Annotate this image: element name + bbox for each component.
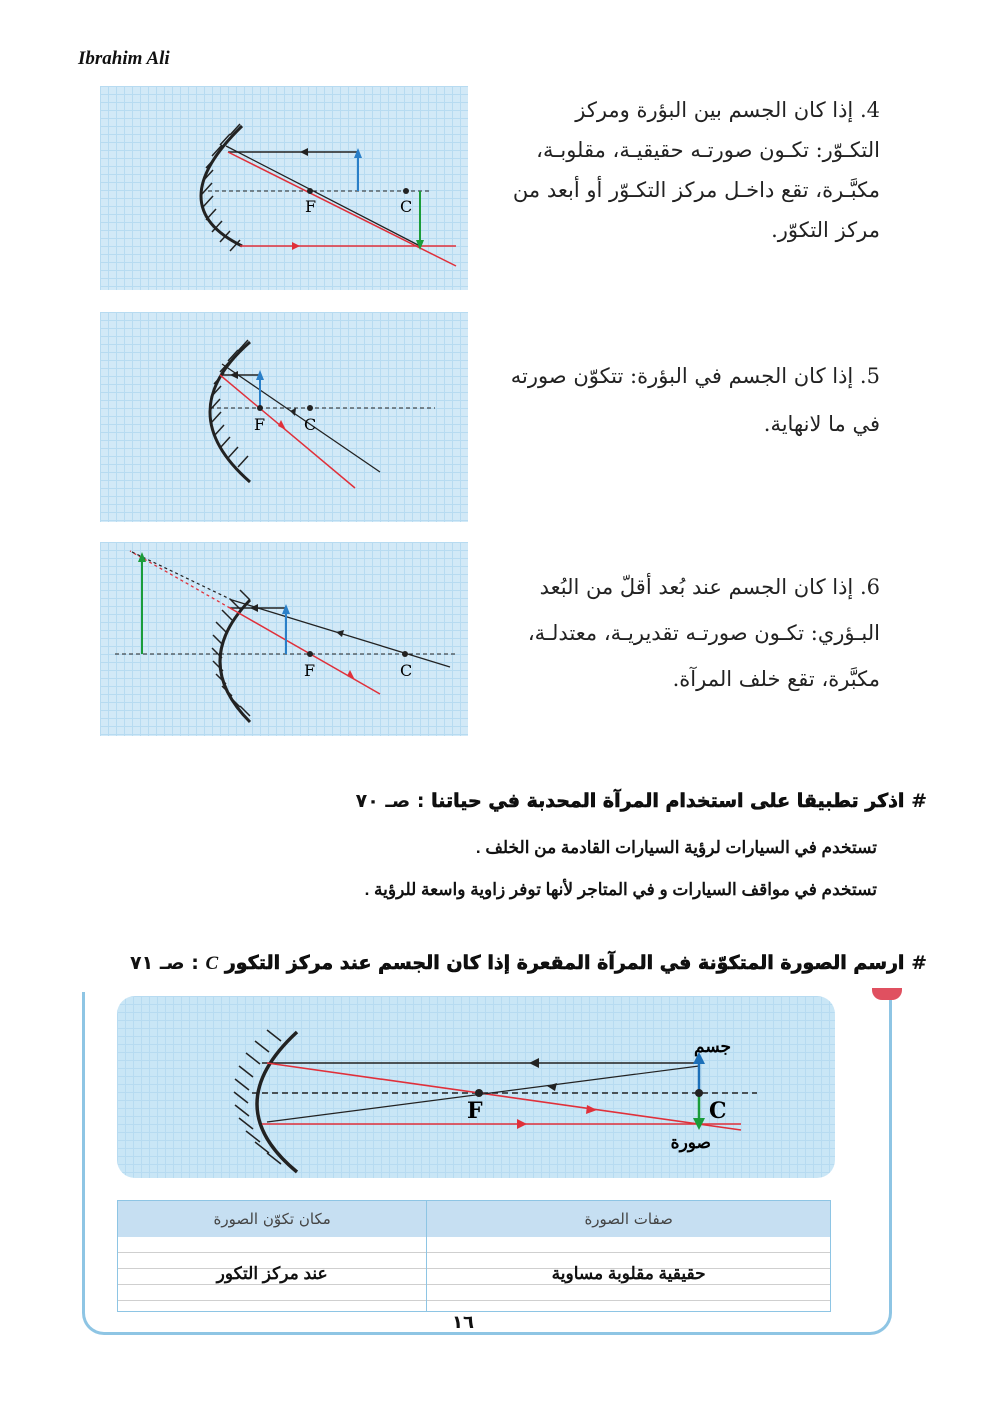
- center-symbol: C: [205, 953, 219, 974]
- properties-table: [117, 1200, 831, 1312]
- table-cell: حقيقية مقلوبة مساوية: [427, 1237, 831, 1312]
- text-line: مركز التكوّر.: [771, 218, 880, 242]
- page-number: ١٦: [452, 1312, 474, 1333]
- center-label: C: [709, 1098, 727, 1124]
- hash-mark: #: [911, 952, 927, 974]
- focus-label: F: [254, 415, 266, 434]
- table-header: صفات الصورة: [427, 1201, 831, 1238]
- text-line: في ما لانهاية.: [763, 412, 880, 436]
- question-1-heading: [356, 790, 927, 812]
- item-6-text: [528, 564, 880, 702]
- author-name: Ibrahim Ali: [78, 48, 170, 69]
- answer-line: تستخدم في مواقف السيارات و في المتاجر لأنها توفر زاوية واسعة للرؤية .: [364, 880, 877, 899]
- center-of-curvature-diagram: [117, 996, 835, 1178]
- focus-label: F: [304, 661, 316, 680]
- mirror-diagram-5: [100, 312, 468, 522]
- text-line: التكـوّر: تكـون صورتـه حقيقيـة، مقلوبـة،: [536, 138, 880, 162]
- item-4-text: [513, 90, 880, 250]
- text-line: مكبَّـرة، تقع داخـل مركز التكـوّر أو أبعد من: [512, 178, 880, 202]
- item-6: [100, 542, 890, 736]
- question-2-heading: [130, 952, 927, 975]
- table-row: [118, 1237, 831, 1312]
- textbook-excerpt: [100, 86, 890, 736]
- item-5-text: [511, 352, 880, 448]
- text-line: 4. إذا كان الجسم بين البؤرة ومركز: [575, 98, 880, 122]
- mirror-diagram-4: [100, 86, 468, 290]
- text-line: البـؤري: تكـون صورتـه تقديريـة، معتدلـة،: [527, 621, 880, 645]
- center-label: C: [304, 415, 317, 434]
- item-5: [100, 312, 890, 522]
- question-1-title: اذكر تطبيقا على استخدام المرآة المحدبة في حياتنا: [431, 790, 905, 812]
- text-line: 6. إذا كان الجسم عند بُعد أقلّ من البُعد: [539, 575, 880, 599]
- focus-label: F: [305, 197, 317, 216]
- text-line: 5. إذا كان الجسم في البؤرة: تتكوّن صورته: [510, 364, 880, 388]
- page-ref: : صـ ٧٠: [355, 790, 425, 812]
- center-label: C: [400, 197, 413, 216]
- object-label: جسم: [694, 1037, 731, 1056]
- question-2-title: ارسم الصورة المتكوّنة في المرآة المقعرة إذا كان الجسم عند مركز التكور: [224, 952, 905, 974]
- image-label: صورة: [670, 1133, 711, 1152]
- card-corner-tab: [872, 988, 902, 1000]
- text-line: مكبَّرة، تقع خلف المرآة.: [672, 667, 880, 691]
- item-4: [100, 86, 890, 296]
- focus-label: F: [467, 1098, 483, 1124]
- hash-mark: #: [911, 790, 927, 812]
- center-label: C: [400, 661, 413, 680]
- mirror-diagram-6: [100, 542, 468, 736]
- answer-card: [82, 992, 892, 1335]
- table-header: مكان تكوّن الصورة: [118, 1201, 427, 1238]
- page-ref: : صـ ٧١: [130, 952, 199, 974]
- table-cell: عند مركز التكور: [118, 1237, 427, 1312]
- answer-line: تستخدم في السيارات لرؤية السيارات القادمة من الخلف .: [475, 838, 877, 857]
